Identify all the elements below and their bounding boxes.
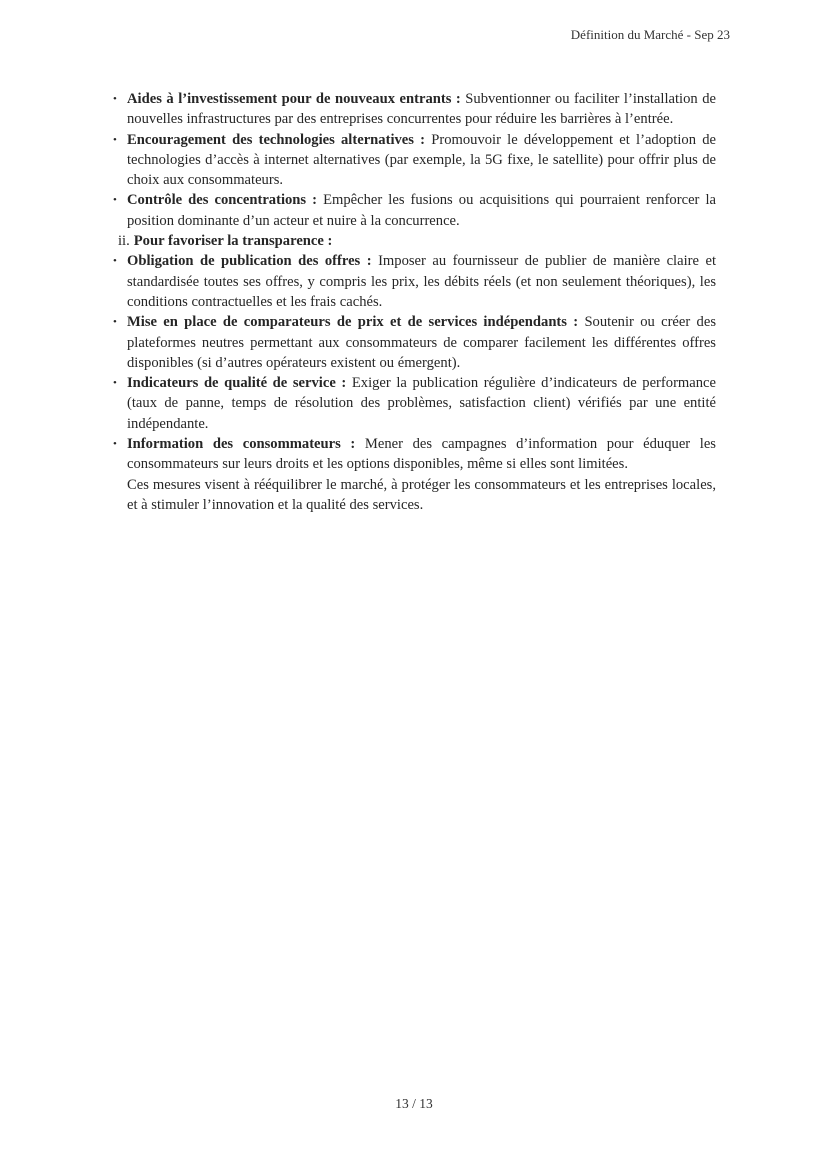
item-lead-bold: Contrôle des concentrations : [127, 192, 318, 209]
list-item [113, 434, 716, 475]
item-text: Subventionner ou faciliter l’installation de nouvelles infrastructures par des entreprises concurrentes pour réduire les barrières à l’entrée. [127, 91, 716, 128]
item-lead-bold: Encouragement des technologies alternatives : [127, 131, 426, 148]
bullet-list [113, 89, 717, 515]
item-text: Imposer au fournisseur de publier de manière claire et standardisée toutes ses offres, y compris les prix, les débits réels (et non seulement théoriques), les conditions contractuelles et les frais cachés. [127, 253, 717, 310]
list-item [113, 190, 716, 231]
item-text: Mener des campagnes d’information pour éduquer les consommateurs sur leurs droits et les options disponibles, même si elles sont limitées. [127, 436, 716, 473]
item-text: Promouvoir le développement et l’adoption de technologies d’accès à internet alternatives (par exemple, la 5G fixe, le satellite) pour offrir plus de choix aux consommateurs. [127, 131, 716, 189]
numbered-subheading [118, 231, 716, 251]
item-text: Ces mesures visent à rééquilibrer le marché, à protéger les consommateurs et les entreprises locales, et à stimuler l’innovation et la qualité des services. [127, 476, 716, 513]
item-lead-bold: Information des consommateurs : [127, 436, 356, 453]
list-item [113, 130, 716, 191]
page-header-title: Définition du Marché - Sep 23 [570, 27, 730, 42]
bullet-icon: • [113, 255, 117, 268]
list-item [113, 89, 716, 130]
item-text: Empêcher les fusions ou acquisitions qui pourraient renforcer la position dominante d’un acteur et nuire à la concurrence. [127, 192, 716, 229]
bullet-icon: • [113, 133, 117, 146]
item-lead-bold: Indicateurs de qualité de service : [127, 375, 347, 392]
page-number: 13 / 13 [395, 1096, 433, 1111]
item-lead-bold: Obligation de publication des offres : [127, 253, 372, 270]
item-text: Soutenir ou créer des plateformes neutres permettant aux consommateurs de comparer facilement les différentes offres disponibles (si d’autres opérateurs existent ou émergent). [127, 314, 716, 371]
item-lead-bold: Aides à l’investissement pour de nouveaux entrants : [127, 91, 461, 107]
item-text: Exiger la publication régulière d’indicateurs de performance (taux de panne, temps de résolution des problèmes, satisfaction client) vérifiés par une entité indépendante. [127, 375, 717, 432]
item-lead-bold: Pour favoriser la transparence : [133, 233, 333, 250]
bullet-icon: • [113, 194, 117, 207]
bullet-icon: • [113, 377, 117, 390]
list-item [113, 251, 717, 312]
bullet-icon: • [113, 93, 117, 105]
bullet-icon: • [113, 438, 117, 451]
list-item [113, 312, 716, 373]
item-lead-bold: Mise en place de comparateurs de prix et de services indépendants : [127, 314, 579, 331]
list-item [113, 373, 717, 434]
roman-numeral-marker: ii. [118, 233, 130, 250]
bullet-icon: • [113, 316, 117, 329]
closing-paragraph [127, 475, 716, 516]
